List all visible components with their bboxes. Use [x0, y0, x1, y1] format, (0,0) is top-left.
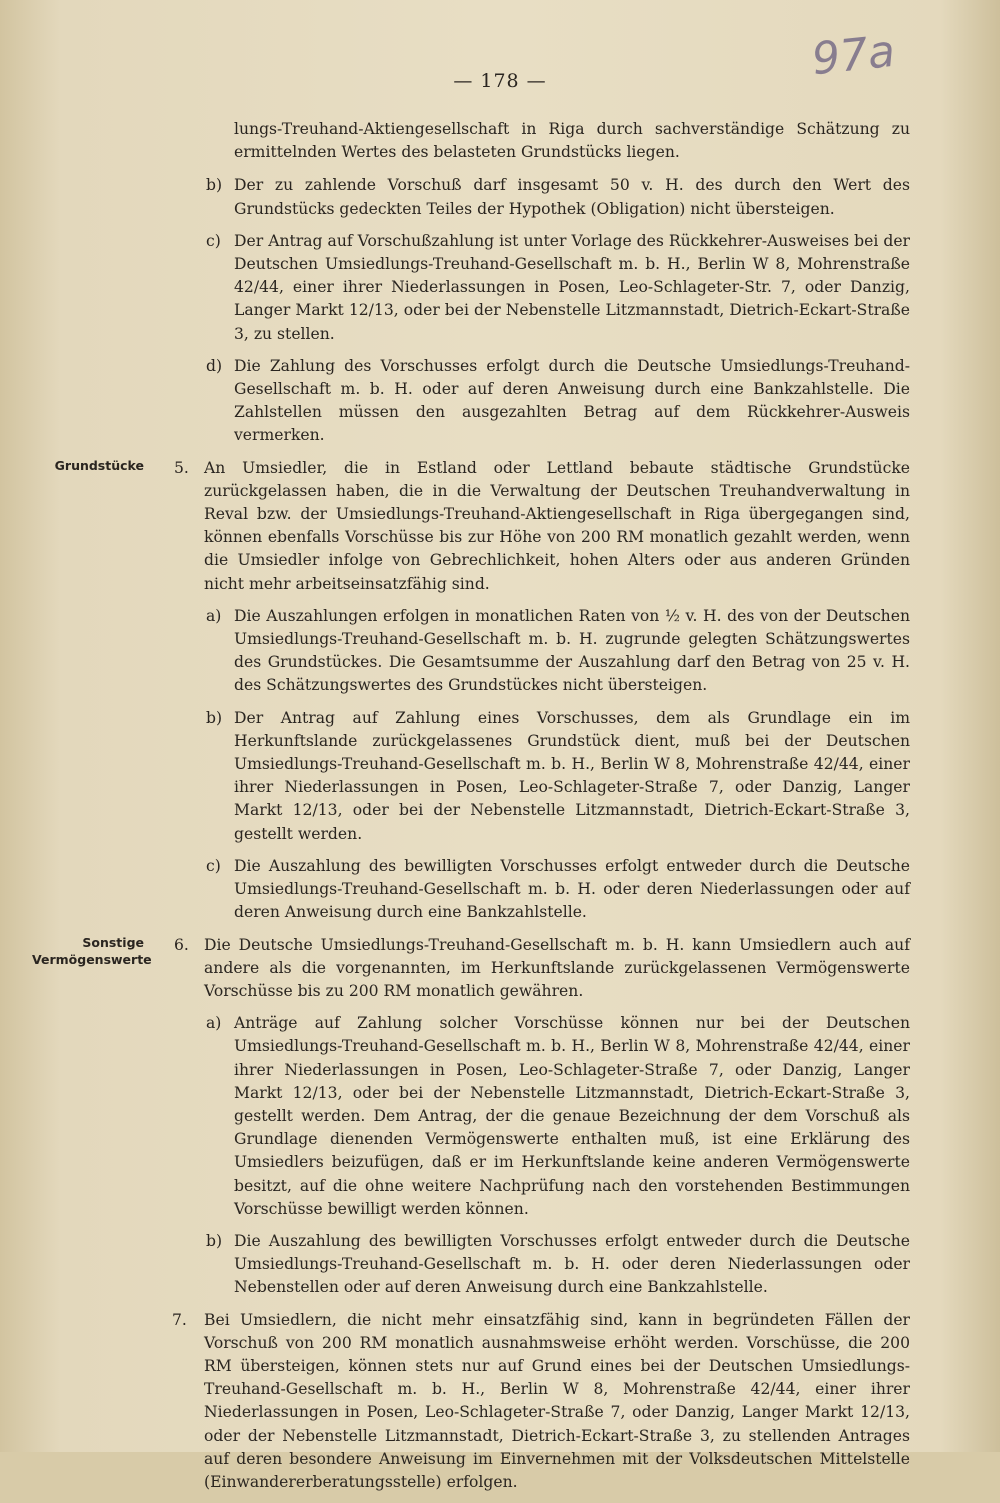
- section-6-item-b: [150, 1230, 910, 1300]
- item-label: c): [206, 231, 221, 250]
- section-6-item-a: [150, 1012, 910, 1221]
- item-text: Die Zahlung des Vorschusses erfolgt durch die Deutsche Umsiedlungs-Treuhand-Gesellschaft m. b. H. oder auf deren Anweisung durch eine Bankzahlstelle. Die Zahlstellen müssen den ausgezahlten Betrag auf dem Rückkehrer-Ausweis vermerken.: [234, 356, 910, 445]
- item-label: b): [206, 1231, 223, 1250]
- margin-note-line: Sonstige: [82, 934, 144, 950]
- continuation-paragraph: lungs-Treuhand-Aktiengesellschaft in Riga durch sachverständige Schätzung zu ermittelnden Wertes des belasteten Grundstücks liegen.: [234, 120, 910, 162]
- section-text: An Umsiedler, die in Estland oder Lettland bebaute städtische Grundstücke zurückgelassen haben, die in die Verwaltung der Deutschen Treuhandverwaltung in Reval bzw. der Umsiedlungs-Treuhand-Aktiengesellschaft in Riga übergegangen sind, können ebenfalls Vorschüsse bis zur Höhe von 200 RM monatlich gezahlt werden, wenn die Umsiedler infolge von Gebrechlichkeit, hohen Alters oder aus anderen Gründen nicht mehr arbeitseinsatzfähig sind.: [204, 458, 910, 593]
- item-text: Anträge auf Zahlung solcher Vorschüsse können nur bei der Deutschen Umsiedlungs-Treuhand-Gesellschaft m. b. H., Berlin W 8, Mohrenstraße 42/44, einer ihrer Niederlassungen in Posen, Leo-Schlageter-Straße 7, oder Danzig, Langer Markt 12/13, oder bei der Nebenstelle Litzmannstadt, Dietrich-Eckart-Straße 3, gestellt werden. Dem Antrag, der die genaue Bezeichnung der dem Vorschuß als Grundlage dienenden Vermögenswerte enthalten muß, ist eine Erklärung des Umsiedlers beizufügen, daß er im Herkunftslande keine anderen Vermögenswerte besitzt, auf die ohne weitere Nachprüfung nach den vorstehenden Bestimmungen Vorschüsse bewilligt werden können.: [234, 1014, 910, 1218]
- item-label: c): [206, 856, 221, 875]
- item-text: Der Antrag auf Vorschußzahlung ist unter Vorlage des Rückkehrer-Ausweises bei der Deutschen Umsiedlungs-Treuhand-Gesellschaft m. b. H., Berlin W 8, Mohrenstraße 42/44, einer ihrer Niederlassungen in Posen, Leo-Schlageter-Str. 7, oder Danzig, Langer Markt 12/13, oder bei der Nebenstelle Litzmannstadt, Dietrich-Eckart-Straße 3, zu stellen.: [234, 231, 910, 343]
- margin-note-line: Vermögenswerte: [32, 951, 152, 967]
- section-7: [150, 1309, 910, 1495]
- item-text: Der zu zahlende Vorschuß darf insgesamt 50 v. H. des durch den Wert des Grundstücks gedeckten Teiles der Hypothek (Obligation) nicht übersteigen.: [234, 176, 910, 218]
- section-6: [32, 934, 910, 1004]
- intro-item-c: [150, 230, 910, 346]
- section-text: Bei Umsiedlern, die nicht mehr einsatzfähig sind, kann in begründeten Fällen der Vorschuß von 200 RM monatlich ausnahmsweise erhöht werden. Vorschüsse, die 200 RM übersteigen, können stets nur auf Grund eines bei der Deutschen Umsiedlungs-Treuhand-Gesellschaft m. b. H., Berlin W 8, Mohrenstraße 42/44, einer ihrer Niederlassungen in Posen, Leo-Schlageter-Straße 7, oder Danzig, Langer Markt 12/13, oder der Nebenstelle Litzmannstadt, Dietrich-Eckart-Straße 3, zu stellenden Antrages auf deren besondere Anweisung im Einvernehmen mit der Volksdeutschen Mittelstelle (Einwandererberatungsstelle) erfolgen.: [204, 1310, 910, 1491]
- section-number: 7.: [172, 1310, 187, 1329]
- section-5-item-b: [150, 707, 910, 846]
- item-label: b): [206, 176, 223, 195]
- margin-note-grundstuecke: Grundstücke: [54, 457, 144, 473]
- item-label: a): [206, 606, 222, 625]
- section-5-item-c: [150, 855, 910, 925]
- section-5: [54, 457, 910, 596]
- intro-item-b: [150, 174, 910, 220]
- intro-item-d: [150, 355, 910, 448]
- item-text: Die Auszahlungen erfolgen in monatlichen Raten von ½ v. H. des von der Deutschen Umsiedlungs-Treuhand-Gesellschaft m. b. H. zugrunde gelegten Schätzungswertes des Grundstückes. Die Gesamtsumme der Auszahlung darf den Betrag von 25 v. H. des Schätzungswertes des Grundstückes nicht übersteigen.: [234, 606, 910, 695]
- margin-note-sonstige-vermoegenswerte: [32, 934, 152, 968]
- item-text: Die Auszahlung des bewilligten Vorschusses erfolgt entweder durch die Deutsche Umsiedlungs-Treuhand-Gesellschaft m. b. H. oder deren Niederlassungen oder Nebenstellen oder auf deren Anweisung durch eine Bankzahlstelle.: [234, 1231, 910, 1297]
- item-text: Die Auszahlung des bewilligten Vorschusses erfolgt entweder durch die Deutsche Umsiedlungs-Treuhand-Gesellschaft m. b. H. oder deren Niederlassungen oder auf deren Anweisung durch eine Bankzahlstelle.: [234, 856, 910, 922]
- document-body: [32, 118, 910, 1503]
- handwritten-page-note: 97a: [809, 25, 898, 86]
- item-label: b): [206, 708, 223, 727]
- section-number: 5.: [174, 458, 189, 477]
- section-number: 6.: [174, 935, 189, 954]
- item-text: Der Antrag auf Zahlung eines Vorschusses, dem als Grundlage ein im Herkunftslande zurückgelassenes Grundstück dient, muß bei der Deutschen Umsiedlungs-Treuhand-Gesellschaft m. b. H., Berlin W 8, Mohrenstraße 42/44, einer ihrer Niederlassungen in Posen, Leo-Schlageter-Straße 7, oder Danzig, Langer Markt 12/13, oder bei der Nebenstelle Litzmannstadt, Dietrich-Eckart-Straße 3, gestellt werden.: [234, 708, 910, 843]
- item-label: d): [206, 356, 223, 375]
- section-5-item-a: [150, 605, 910, 698]
- item-label: a): [206, 1014, 222, 1033]
- section-text: Die Deutsche Umsiedlungs-Treuhand-Gesellschaft m. b. H. kann Umsiedlern auch auf andere als die vorgenannten, im Herkunftslande zurückgelassenen Vermögenswerte Vorschüsse bis zu 200 RM monatlich gewähren.: [204, 935, 910, 1000]
- page-number: — 178 —: [453, 70, 547, 92]
